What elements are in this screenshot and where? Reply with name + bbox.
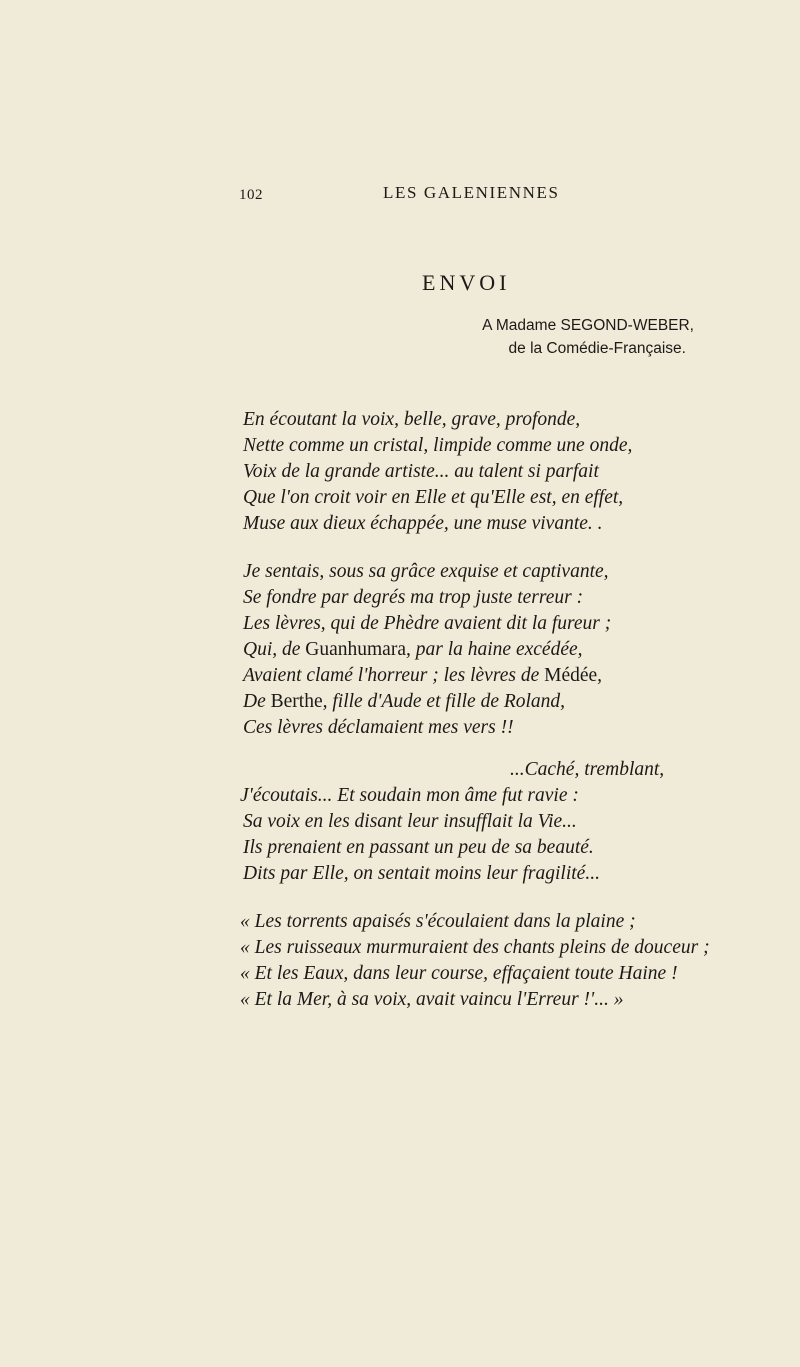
verse-line: Les lèvres, qui de Phèdre avaient dit la fureur ;: [243, 613, 612, 634]
verse-line: Avaient clamé l'horreur ; les lèvres de Médée,: [243, 665, 603, 686]
verse-line: Que l'on croit voir en Elle et qu'Elle est, en effet,: [243, 487, 624, 508]
page-number: 102: [239, 187, 263, 203]
verse-line: « Les ruisseaux murmuraient des chants pleins de douceur ;: [240, 937, 710, 958]
proper-name: Berthe: [270, 691, 323, 712]
stanza-2: [0, 559, 800, 741]
verse-line: Ces lèvres déclamaient mes vers !!: [243, 717, 514, 738]
stanza-1: [0, 407, 800, 537]
verse-line: Se fondre par degrés ma trop juste terreur :: [243, 587, 584, 608]
verse-line: J'écoutais... Et soudain mon âme fut ravie :: [240, 785, 579, 806]
verse-line: ...Caché, tremblant,: [510, 759, 665, 780]
verse-line: « Et les Eaux, dans leur course, effaçaient toute Haine !: [240, 963, 678, 984]
stanza-3: [0, 757, 800, 887]
dedication-line-1: A Madame SEGOND-WEBER,: [482, 317, 694, 334]
verse-line: « Les torrents apaisés s'écoulaient dans la plaine ;: [240, 911, 636, 932]
verse-line: Sa voix en les disant leur insufflait la Vie...: [243, 811, 577, 832]
running-title: LES GALENIENNES: [383, 183, 560, 202]
verse-line: Muse aux dieux échappée, une muse vivante. .: [243, 513, 603, 534]
verse-line: En écoutant la voix, belle, grave, profonde,: [243, 409, 581, 430]
verse-line: Dits par Elle, on sentait moins leur fragilité...: [243, 863, 600, 884]
dedication-line-2: de la Comédie-Française.: [508, 340, 686, 357]
verse-line: De Berthe, fille d'Aude et fille de Roland,: [243, 691, 566, 712]
verse-line: Ils prenaient en passant un peu de sa beauté.: [243, 837, 594, 858]
dedication: [482, 314, 694, 360]
verse-line: Je sentais, sous sa grâce exquise et captivante,: [243, 561, 609, 582]
verse-line: Qui, de Guanhumara, par la haine excédée,: [243, 639, 583, 660]
verse-line: « Et la Mer, à sa voix, avait vaincu l'Erreur !'... »: [240, 989, 624, 1010]
proper-name: Médée: [544, 665, 598, 686]
verse-line: Nette comme un cristal, limpide comme une onde,: [243, 435, 633, 456]
poem-title: ENVOI: [422, 270, 511, 295]
proper-name: Guanhumara: [305, 639, 406, 660]
verse-line: Voix de la grande artiste... au talent si parfait: [243, 461, 599, 482]
stanza-4: [0, 909, 800, 1013]
